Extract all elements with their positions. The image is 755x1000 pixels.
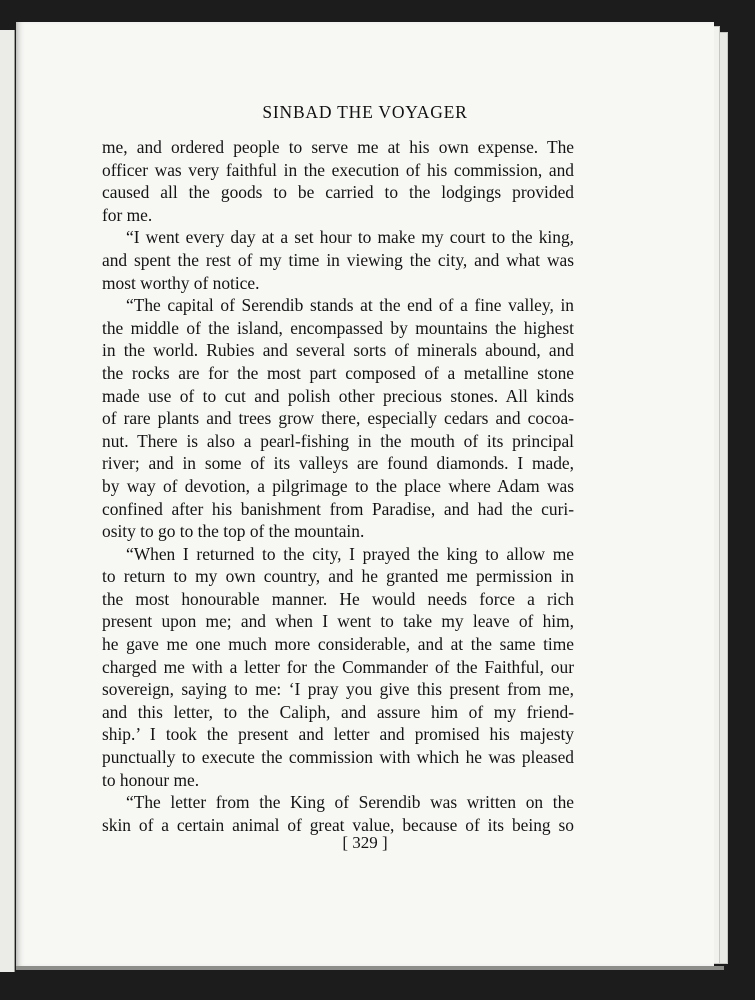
- text-line: to honour me.: [102, 769, 200, 790]
- facing-page-edge: [0, 30, 15, 972]
- text-line: of rare plants and trees grow there, especially cedars and cocoa-: [102, 408, 574, 429]
- text-line: charged me with a letter for the Commander of the Faithful, our: [102, 656, 574, 677]
- text-line: “The letter from the King of Serendib was written on the: [126, 792, 574, 813]
- text-line: me, and ordered people to serve me at his own expense. The: [102, 137, 574, 157]
- text-line: nut. There is also a pearl-fishing in the mouth of its principal: [102, 430, 574, 451]
- text-line: most worthy of notice.: [102, 272, 260, 293]
- text-line: confined after his banishment from Paradise, and had the curi-: [102, 498, 574, 519]
- text-line: river; and in some of its valleys are found diamonds. I made,: [102, 453, 574, 474]
- text-line: punctually to execute the commission with which he was pleased: [102, 747, 574, 768]
- text-line: officer was very faithful in the execution of his commission, and: [102, 159, 574, 180]
- text-line: present upon me; and when I went to take my leave of him,: [102, 611, 574, 632]
- running-head: SINBAD THE VOYAGER: [262, 102, 468, 122]
- text-line: the rocks are for the most part composed of a metalline stone: [102, 362, 574, 383]
- text-line: osity to go to the top of the mountain.: [102, 521, 365, 542]
- text-line: to return to my own country, and he granted me permission in: [102, 566, 574, 587]
- text-line: “I went every day at a set hour to make my court to the king,: [126, 227, 574, 248]
- book-page: [16, 22, 714, 966]
- page-number: [ 329 ]: [342, 833, 388, 852]
- text-line: he gave me one much more considerable, and at the same time: [102, 634, 574, 655]
- text-line: “When I returned to the city, I prayed the king to allow me: [126, 543, 574, 564]
- text-line: the most honourable manner. He would needs force a rich: [102, 588, 574, 609]
- text-line: skin of a certain animal of great value, because of its being so: [102, 814, 574, 835]
- text-line: and this letter, to the Caliph, and assure him of my friend-: [102, 701, 574, 722]
- text-line: caused all the goods to be carried to the lodgings provided: [102, 182, 574, 203]
- text-line: and spent the rest of my time in viewing the city, and what was: [102, 249, 574, 270]
- text-line: for me.: [102, 204, 153, 225]
- text-line: in the world. Rubies and several sorts of minerals abound, and: [102, 340, 574, 361]
- text-line: the middle of the island, encompassed by mountains the highest: [102, 317, 574, 338]
- text-line: made use of to cut and polish other precious stones. All kinds: [102, 385, 574, 406]
- text-line: ship.’ I took the present and letter and promised his majesty: [102, 724, 574, 745]
- text-line: by way of devotion, a pilgrimage to the place where Adam was: [102, 475, 574, 496]
- text-line: “The capital of Serendib stands at the end of a fine valley, in: [126, 295, 574, 316]
- body-text: [102, 136, 574, 836]
- text-line: sovereign, saying to me: ‘I pray you give this present from me,: [102, 679, 574, 700]
- page-bottom-shadow: [16, 966, 724, 970]
